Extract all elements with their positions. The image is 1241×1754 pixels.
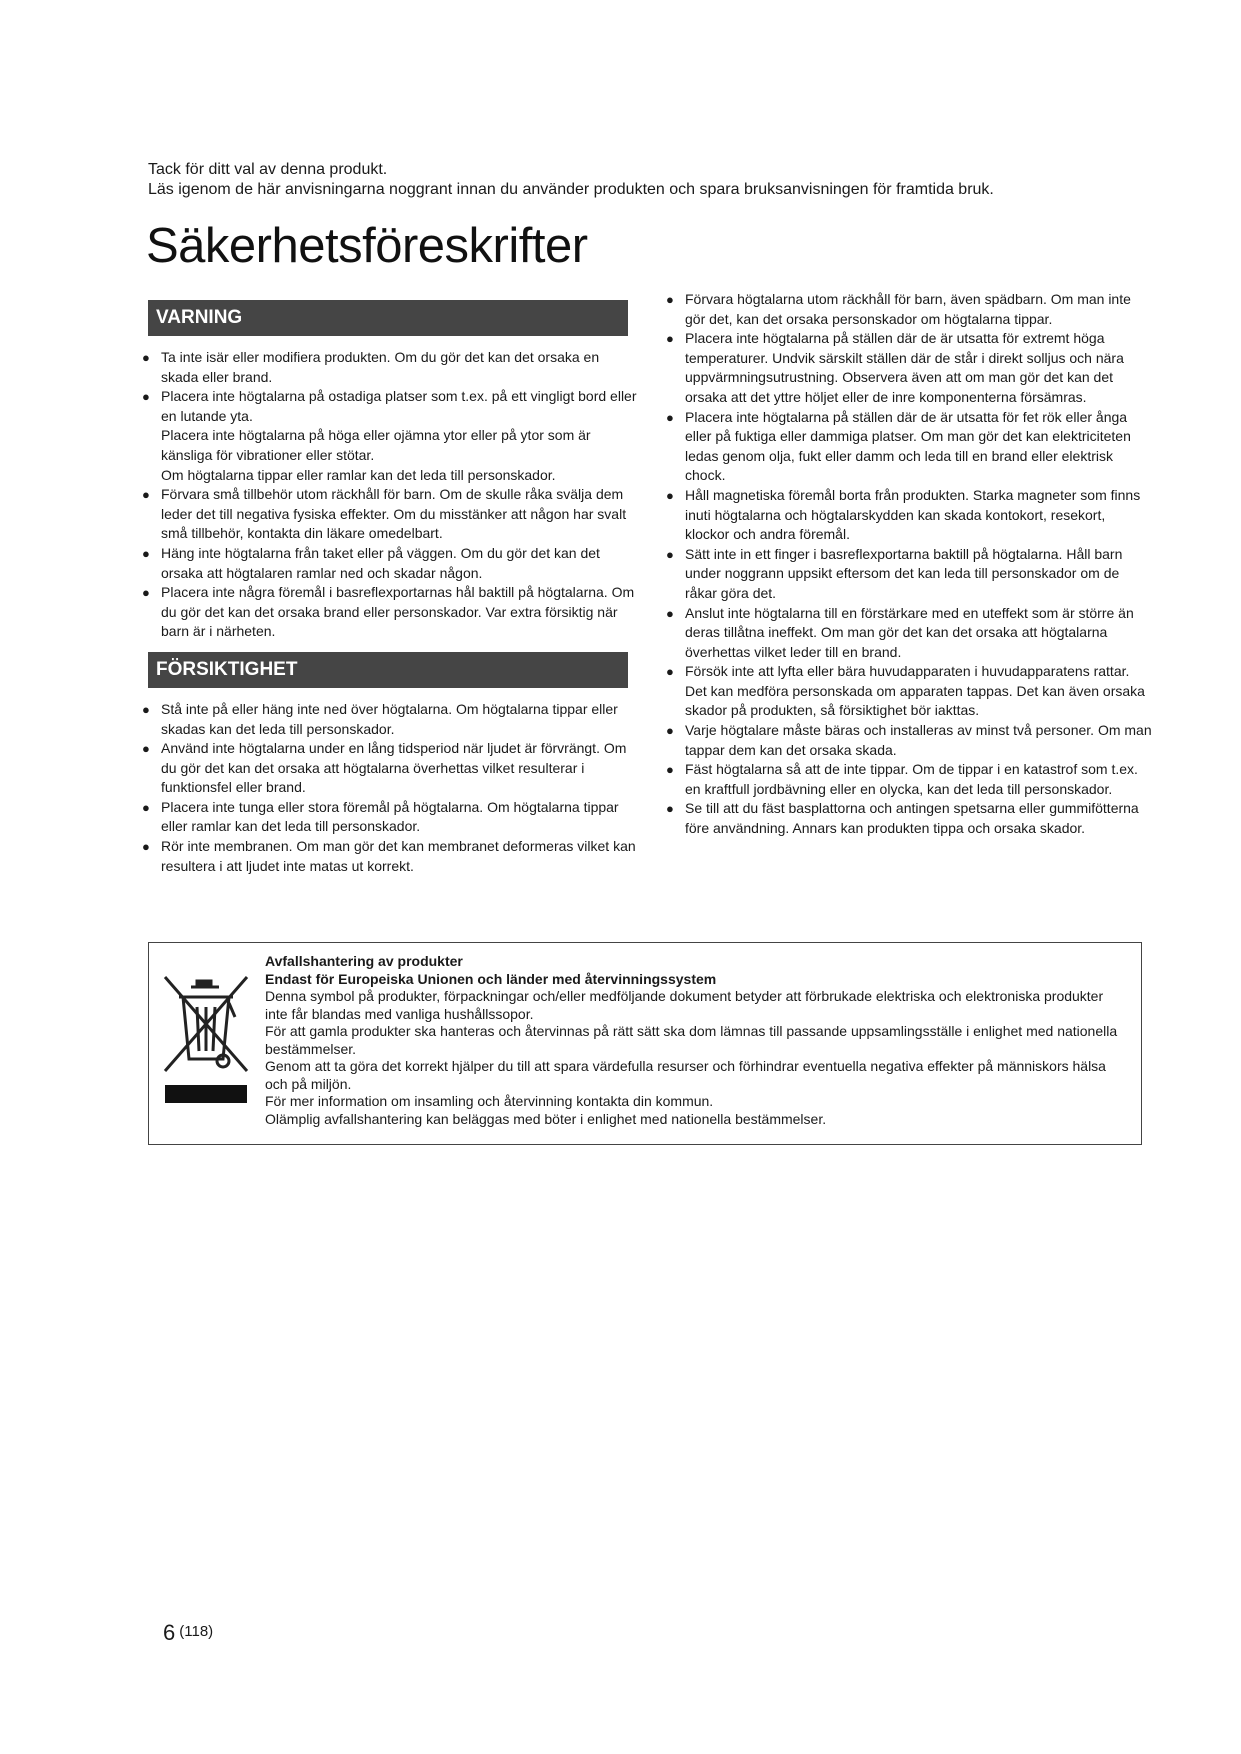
list-item: ● Placera inte högtalarna på ställen där de är utsatta för extremt höga temperaturer. Undvik särskilt ställen där de står i direkt solljus och nära uppvärmningsutrustning. Observera även att om man gör det kan det orsaka att det yttre höljet eller de inre komponenterna försämras. [666,330,1124,405]
list-item: ● Förvara högtalarna utom räckhåll för barn, även spädbarn. Om man inte gör det, kan det orsaka personskador om högtalarna tippar. [666,291,1131,327]
list-item: ● Varje högtalare måste bäras och installeras av minst två personer. Om man tappar dem kan det orsaka skada. [666,722,1152,758]
disposal-line: Olämplig avfallshantering kan beläggas med böter i enlighet med nationella bestämmelser. [265,1110,827,1127]
bullet-icon: ● [142,545,150,561]
bullet-icon: ● [666,487,674,503]
disposal-notice-box [148,942,1142,1145]
list-item: ● Stå inte på eller häng inte ned över högtalarna. Om högtalarna tippar eller skadas kan det leda till personskador. [142,700,618,737]
list-item: ● Se till att du fäst basplattorna och antingen spetsarna eller gummifötterna före användning. Annars kan produkten tippa och orsaka skador. [666,800,1139,837]
bullet-icon: ● [666,664,674,680]
bullet-icon: ● [142,839,150,855]
safety-list-continued [666,290,1152,839]
list-item: ● Sätt inte in ett finger i basreflexportarna baktill på högtalarna. Håll barn under noggrann uppsikt eftersom det kan leda till personskador om de råkar göra det. [666,545,1123,601]
list-item: ● Förvara små tillbehör utom räckhåll för barn. Om de skulle råka svälja dem leder det till negativa fysiska effekter. Om du misstänker att någon har svalt små tillbehör, kontakta din läkare omedelbart. [142,486,627,542]
warning-list [142,348,638,642]
intro-line-2: Läs igenom de här anvisningarna noggrant innan du använder produkten och spara bruksanvisningen för framtida bruk. [148,181,994,198]
bullet-icon: ● [666,605,674,621]
warning-heading: VARNING [148,300,628,336]
page-number-total: (118) [179,1623,214,1640]
bullet-icon: ● [666,762,674,778]
disposal-line: För mer information om insamling och återvinning kontakta din kommun. [265,1093,714,1109]
bullet-icon: ● [666,801,674,817]
list-item: ● Anslut inte högtalarna till en förstärkare med en uteffekt som är större än deras tillåtna ineffekt. Om man gör det kan det orsaka att högtalarna överhettas vilket leder till en brand. [666,604,1134,660]
disposal-line: Denna symbol på produkter, förpackningar och/eller medföljande dokument betyder att förbrukade elektriska och elektroniska produkter inte får blandas med vanliga hushållssopor. [265,988,1104,1022]
list-item: ● Rör inte membranen. Om man gör det kan membranet deformeras vilket kan resultera i att ljudet inte matas ut korrekt. [142,838,636,874]
left-column [142,300,638,876]
page-title: Säkerhetsföreskrifter [146,219,588,273]
list-item: ● Placera inte högtalarna på ostadiga platser som t.ex. på ett vingligt bord eller en lutande yta. Placera inte högtalarna på höga eller ojämna ytor eller på ytor som är känsliga för vibrationer eller stötar. Om högtalarna tippar eller ramlar kan det leda till personskador. [142,388,637,483]
bullet-icon: ● [666,723,674,739]
bullet-icon: ● [142,585,150,601]
bullet-icon: ● [666,409,674,425]
disposal-line: Genom att ta göra det korrekt hjälper du till att spara värdefulla resurser och förhindrar eventuella negativa effekter på människors hälsa och på miljön. [265,1058,1106,1092]
right-column [666,290,1152,839]
crossed-out-wheelie-bin-icon [161,973,251,1103]
list-item: ● Placera inte tunga eller stora föremål på högtalarna. Om högtalarna tippar eller ramlar kan det leda till personskador. [142,798,619,835]
bullet-icon: ● [142,701,150,717]
intro-line-1: Tack för ditt val av denna produkt. [148,161,388,178]
disposal-text [265,953,1125,1128]
bullet-icon: ● [666,546,674,562]
bullet-icon: ● [666,292,674,307]
page-number-current: 6 [163,1620,176,1645]
bullet-icon: ● [142,741,150,757]
list-item: ● Fäst högtalarna så att de inte tippar. Om de tippar i en katastrof som t.ex. en kraftfull jordbävning eller en olycka, kan det leda till personskador. [666,761,1138,797]
disposal-subheading: Endast för Europeiska Unionen och länder med återvinningssystem [265,970,717,987]
list-item: ● Placera inte högtalarna på ställen där de är utsatta för fet rök eller ånga eller på fuktiga eller dammiga platser. Om man gör det kan elektriciteten ledas genom olja, fukt eller damm och leda till en brand eller elektrisk chock. [666,408,1131,484]
bullet-icon: ● [142,799,150,815]
intro [148,160,994,200]
list-item: ● Häng inte högtalarna från taket eller på väggen. Om du gör det kan det orsaka att högtalaren ramlar ned och skadar någon. [142,544,600,581]
list-item: ● Håll magnetiska föremål borta från produkten. Starka magneter som finns inuti högtalarna och högtalarskydden kan skada kontokort, resekort, klockor och andra föremål. [666,486,1141,543]
caution-heading: FÖRSIKTIGHET [148,652,628,688]
disposal-line: För att gamla produkter ska hanteras och återvinnas på rätt sätt ska dom lämnas till passande uppsamlingsställe i enlighet med nationella bestämmelser. [265,1023,1118,1057]
list-item: ● Ta inte isär eller modifiera produkten. Om du gör det kan det orsaka en skada eller brand. [142,349,600,385]
bullet-icon: ● [666,331,674,347]
list-item: ● Placera inte några föremål i basreflexportarnas hål baktill på högtalarna. Om du gör det kan det orsaka brand eller personskador. Var extra försiktig när barn är i närheten. [142,584,635,640]
caution-list [142,700,638,876]
list-item: ● Försök inte att lyfta eller bära huvudapparaten i huvudapparatens rattar. Det kan medföra personskada om apparaten tappas. Det kan även orsaka skador på produkten, så försiktighet bör iakttas. [666,663,1145,719]
page-number [163,1620,213,1646]
bullet-icon: ● [142,389,150,405]
list-item: ● Använd inte högtalarna under en lång tidsperiod när ljudet är förvrängt. Om du gör det kan det orsaka att högtalarna överhettas vilket resulterar i funktionsfel eller brand. [142,740,627,796]
bullet-icon: ● [142,487,150,503]
disposal-heading: Avfallshantering av produkter [265,953,463,969]
bullet-icon: ● [142,350,150,365]
